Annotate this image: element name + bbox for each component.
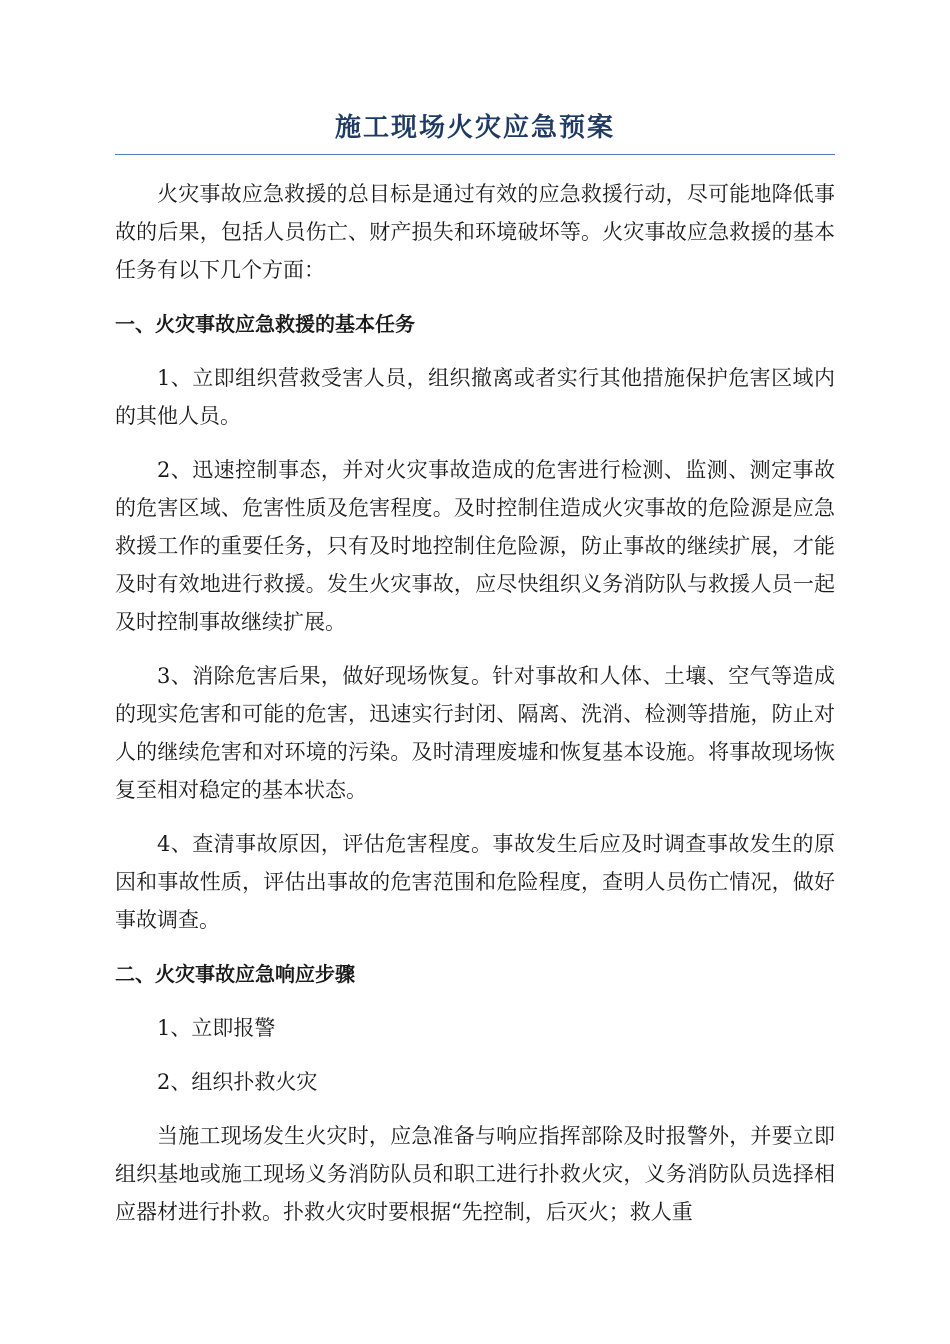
section-2-paragraph: 当施工现场发生火灾时，应急准备与响应指挥部除及时报警外，并要立即组织基地或施工现场义务消防队员和职工进行扑救火灾，义务消防队员选择相应器材进行扑救。扑救火灾时要根据“先控制，后灭火；救人重 — [115, 1124, 835, 1224]
document-page — [115, 108, 835, 1231]
document-title: 施工现场火灾应急预案 — [115, 108, 835, 155]
intro-paragraph: 火灾事故应急救援的总目标是通过有效的应急救援行动，尽可能地降低事故的后果，包括人员伤亡、财产损失和环境破坏等。火灾事故应急救援的基本任务有以下几个方面： — [115, 182, 835, 282]
section-1-item-4: 4、查清事故原因，评估危害程度。事故发生后应及时调查事故发生的原因和事故性质，评估出事故的危害范围和危险程度，查明人员伤亡情况，做好事故调查。 — [115, 832, 835, 932]
section-2-heading: 二、火灾事故应急响应步骤 — [115, 962, 355, 986]
section-2-step-1: 1、立即报警 — [157, 1016, 276, 1040]
section-1-item-3: 3、消除危害后果，做好现场恢复。针对事故和人体、土壤、空气等造成的现实危害和可能的危害，迅速实行封闭、隔离、洗消、检测等措施，防止对人的继续危害和对环境的污染。及时清理废墟和恢复基本设施。将事故现场恢复至相对稳定的基本状态。 — [115, 664, 835, 802]
section-2-step-2: 2、组织扑救火灾 — [157, 1070, 318, 1094]
section-1-heading: 一、火灾事故应急救援的基本任务 — [115, 312, 415, 336]
section-1-item-1: 1、立即组织营救受害人员，组织撤离或者实行其他措施保护危害区域内的其他人员。 — [115, 366, 835, 428]
section-1-item-2: 2、迅速控制事态，并对火灾事故造成的危害进行检测、监测、测定事故的危害区域、危害性质及危害程度。及时控制住造成火灾事故的危险源是应急救援工作的重要任务，只有及时地控制住危险源，防止事故的继续扩展，才能及时有效地进行救援。发生火灾事故，应尽快组织义务消防队与救援人员一起及时控制事故继续扩展。 — [115, 458, 835, 634]
